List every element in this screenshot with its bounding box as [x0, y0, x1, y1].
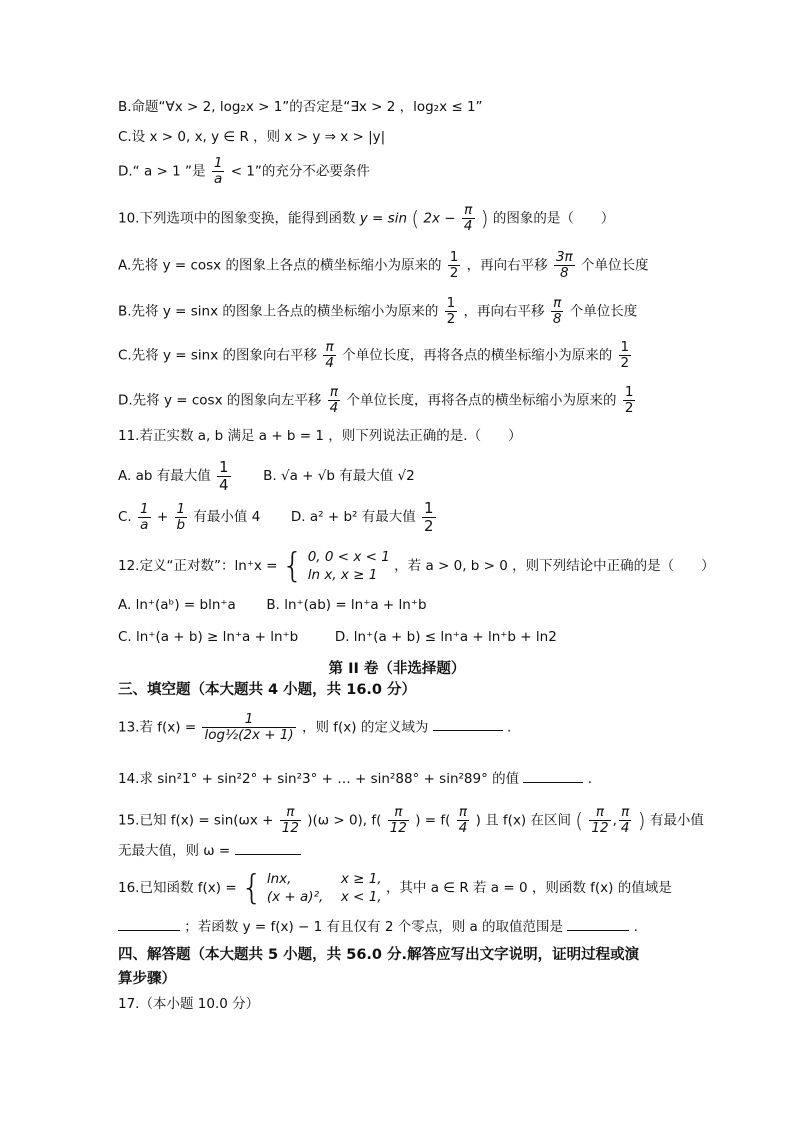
- numerator: 1: [202, 712, 295, 728]
- plus-sign: +: [156, 509, 169, 525]
- option-12c: C. ln⁺(a + b) ≥ ln⁺a + ln⁺b: [118, 629, 299, 645]
- paren-close: ): [480, 206, 489, 231]
- option-9d-pre: D.“ a > 1 ”是: [118, 163, 206, 180]
- fraction-1-over-a: [212, 156, 225, 187]
- question-15: 15.已知 f(x) = sin(ωx + $\frac{\pi}{12}$ )(ω > 0), f( $\frac{\pi}{12}$ ) = f( $\frac{\pi}{4}$ ) 且 f(x) 在区间 ( $\frac{\pi}{12}$ , $\frac{\pi}{4}$ ) 有最小值: [118, 804, 704, 836]
- option-10a-post: 个单位长度: [580, 257, 649, 274]
- question-15-mid3: ) 且 f(x) 在区间: [475, 812, 571, 829]
- period: .: [587, 771, 593, 787]
- option-10a: [118, 250, 648, 281]
- case-1: lnx, x ≥ 1,: [266, 871, 382, 887]
- question-15-mid2: ) = f(: [415, 812, 451, 829]
- question-11: 11.若正实数 a, b 满足 a + b = 1 ，则下列说法正确的是.（ ）: [118, 428, 522, 444]
- numerator: π: [619, 805, 632, 821]
- answer-blank-14[interactable]: [523, 782, 583, 783]
- numerator: 1: [213, 155, 223, 171]
- fraction-1-over-2: [448, 250, 461, 281]
- denominator: b: [176, 516, 186, 533]
- fraction-1-over-a: [138, 502, 151, 533]
- numerator: π: [457, 805, 470, 821]
- case-1: 0, 0 < x < 1: [307, 549, 390, 565]
- option-10b-post: 个单位长度: [569, 303, 638, 320]
- denominator: 2: [624, 399, 634, 416]
- option-11c-11d: [118, 500, 438, 534]
- fraction-3pi-over-8: [554, 250, 575, 281]
- fraction-1-over-2: [623, 385, 636, 416]
- option-9d: [118, 156, 370, 187]
- denominator: 4: [458, 819, 468, 836]
- option-10d-post: 个单位长度，再将各点的横坐标缩小为原来的: [346, 392, 617, 409]
- option-10d: [118, 385, 637, 416]
- option-11d-pre: D. a² + b² 有最大值: [290, 509, 416, 525]
- option-10c-pre: C.先将 y = sinx 的图象向右平移: [118, 347, 318, 364]
- fraction-pi-over-8: [551, 296, 564, 327]
- option-9b: B.命题“∀x > 2, log₂x > 1”的否定是“∃x > 2 ，log₂x ≤ 1”: [118, 99, 483, 115]
- denominator: 8: [560, 264, 569, 281]
- denominator: 4: [219, 475, 229, 494]
- numerator: 1: [446, 295, 456, 311]
- option-10a-pre: A.先将 y = cosx 的图象上各点的横坐标缩小为原来的: [118, 257, 442, 274]
- fraction-pi-over-4: [619, 805, 632, 836]
- piecewise-cases: [308, 548, 390, 584]
- option-10b: [118, 296, 637, 327]
- numerator: π: [551, 296, 564, 312]
- denominator: a: [140, 516, 149, 533]
- question-15-line2: [118, 845, 301, 859]
- question-15-pre: 15.已知 f(x) = sin(ωx +: [118, 812, 274, 829]
- question-17: 17.（本小题 10.0 分）: [118, 996, 260, 1012]
- denominator: 4: [463, 217, 473, 234]
- option-11c-label: C.: [118, 509, 132, 525]
- numerator: 1: [219, 458, 229, 476]
- option-10d-pre: D.先将 y = cosx 的图象向左平移: [118, 392, 322, 409]
- denominator: 2: [424, 516, 434, 535]
- question-14: [118, 773, 592, 787]
- section-4-heading: 四、解答题（本大题共 5 小题，共 56.0 分.解答应写出文字说明，证明过程或演: [118, 947, 640, 963]
- numerator: π: [388, 805, 409, 821]
- question-16: [118, 868, 672, 909]
- option-12d: D. ln⁺(a + b) ≤ ln⁺a + ln⁺b + ln2: [334, 629, 557, 645]
- option-12a: A. ln⁺(aᵇ) = bln⁺a: [118, 597, 236, 613]
- brace-open: {: [281, 546, 304, 587]
- option-9c: C.设 x > 0, x, y ∈ R ，则 x > y ⇒ x > |y|: [118, 129, 386, 145]
- question-13-post: ，则 f(x) 的定义域为: [302, 719, 429, 736]
- fraction-1-over-log: [202, 712, 295, 743]
- numerator: π: [280, 805, 301, 821]
- fraction-pi-over-12: [280, 805, 301, 836]
- option-10c: [118, 340, 633, 371]
- period: .: [506, 719, 512, 736]
- paren-open: (: [575, 808, 584, 833]
- denominator: 2: [620, 354, 630, 371]
- numerator: π: [323, 340, 336, 356]
- question-16-b: ；若函数 y = f(x) − 1 有且仅有 2 个零点，则 a 的取值范围是: [184, 919, 564, 935]
- section-3-heading: 三、填空题（本大题共 4 小题，共 16.0 分）: [118, 682, 417, 698]
- option-9d-post: < 1”的充分不必要条件: [230, 163, 370, 180]
- fraction-1-over-2: [619, 340, 632, 371]
- fraction-1-over-b: [175, 502, 188, 533]
- piecewise-cases: [267, 870, 382, 906]
- denominator: 8: [552, 310, 562, 327]
- paren-open: (: [411, 206, 420, 231]
- brace-open: {: [240, 868, 263, 909]
- option-10c-post: 个单位长度，再将各点的横坐标缩小为原来的: [342, 347, 613, 364]
- period: .: [633, 919, 638, 935]
- denominator: a: [213, 170, 223, 187]
- fraction-pi-over-4: [462, 203, 475, 234]
- fraction-1-over-4: [217, 459, 231, 493]
- option-11a-11b: [118, 459, 415, 493]
- question-14-text: 14.求 sin²1° + sin²2° + sin²3° + … + sin²88° + sin²89° 的值: [118, 771, 520, 787]
- option-10b-mid: ，再向右平移: [463, 303, 545, 320]
- denominator: log½(2x + 1): [204, 726, 294, 743]
- numerator: 3π: [555, 249, 573, 265]
- fraction-pi-over-12: [589, 805, 610, 836]
- option-10a-mid: ，再向右平移: [466, 257, 548, 274]
- answer-blank-16a[interactable]: [118, 930, 180, 931]
- numerator: π: [462, 203, 475, 219]
- denominator: 12: [591, 819, 609, 836]
- part-2-title: 第 II 卷（非选择题）: [328, 661, 466, 677]
- question-10-pre: 10.下列选项中的图象变换，能得到函数: [118, 210, 356, 227]
- numerator: π: [328, 385, 341, 401]
- function-y-sin: y = sin: [359, 210, 408, 227]
- fraction-1-over-2: [445, 296, 458, 327]
- fraction-pi-over-12: [388, 805, 409, 836]
- question-15-mid: )(ω > 0), f(: [307, 812, 382, 829]
- question-15-post: 有最小值: [649, 812, 704, 829]
- denominator: 12: [389, 819, 407, 836]
- question-10-post: 的图象的是（ ）: [492, 210, 615, 227]
- denominator: 4: [325, 354, 334, 371]
- numerator: 1: [140, 500, 149, 517]
- question-12-post: ，若 a > 0, b > 0 ，则下列结论中正确的是（ ）: [394, 558, 715, 575]
- paren-close: ): [637, 808, 646, 833]
- numerator: 1: [624, 384, 634, 400]
- question-10: [118, 203, 614, 234]
- option-12c-12d: [118, 631, 557, 645]
- option-12b: B. ln⁺(ab) = ln⁺a + ln⁺b: [266, 597, 427, 613]
- question-16-line2: [118, 921, 638, 935]
- question-12: [118, 546, 715, 587]
- inner-expr: 2x −: [423, 210, 456, 227]
- fraction-1-over-2: [422, 500, 436, 534]
- answer-blank-15[interactable]: [235, 854, 301, 855]
- answer-blank-16b[interactable]: [567, 930, 629, 931]
- fraction-pi-over-4: [323, 340, 336, 371]
- denominator: 2: [449, 264, 459, 281]
- numerator: π: [589, 805, 610, 821]
- answer-blank-13[interactable]: [433, 730, 503, 731]
- question-16-pre: 16.已知函数 f(x) =: [118, 880, 237, 897]
- section-4-heading-cont: 算步骤）: [118, 971, 176, 987]
- option-11c-post: 有最小值 4: [193, 509, 261, 525]
- question-16-post: ，其中 a ∈ R 若 a = 0 ，则函数 f(x) 的值域是: [385, 880, 672, 897]
- case-2: (x + a)², x < 1,: [266, 889, 382, 906]
- option-10b-pre: B.先将 y = sinx 的图象上各点的横坐标缩小为原来的: [118, 303, 439, 320]
- fraction-pi-over-4: [328, 385, 341, 416]
- option-12a-12b: [118, 599, 427, 613]
- denominator: 4: [329, 399, 339, 416]
- case-2: ln x, x ≥ 1: [307, 567, 378, 584]
- question-13-pre: 13.若 f(x) =: [118, 719, 197, 736]
- question-15-b: 无最大值，则 ω =: [118, 843, 231, 859]
- question-12-pre: 12.定义“正对数”：ln⁺x =: [118, 558, 278, 575]
- numerator: 1: [449, 249, 459, 265]
- numerator: 1: [176, 500, 186, 517]
- option-11a-pre: A. ab 有最大值: [118, 468, 211, 484]
- numerator: 1: [424, 499, 434, 517]
- fraction-pi-over-4: [457, 805, 470, 836]
- denominator: 4: [620, 819, 630, 836]
- denominator: 2: [446, 310, 456, 327]
- numerator: 1: [620, 339, 630, 355]
- option-11b: B. √a + √b 有最大值 √2: [263, 468, 415, 484]
- denominator: 12: [281, 819, 299, 836]
- question-13: [118, 712, 511, 743]
